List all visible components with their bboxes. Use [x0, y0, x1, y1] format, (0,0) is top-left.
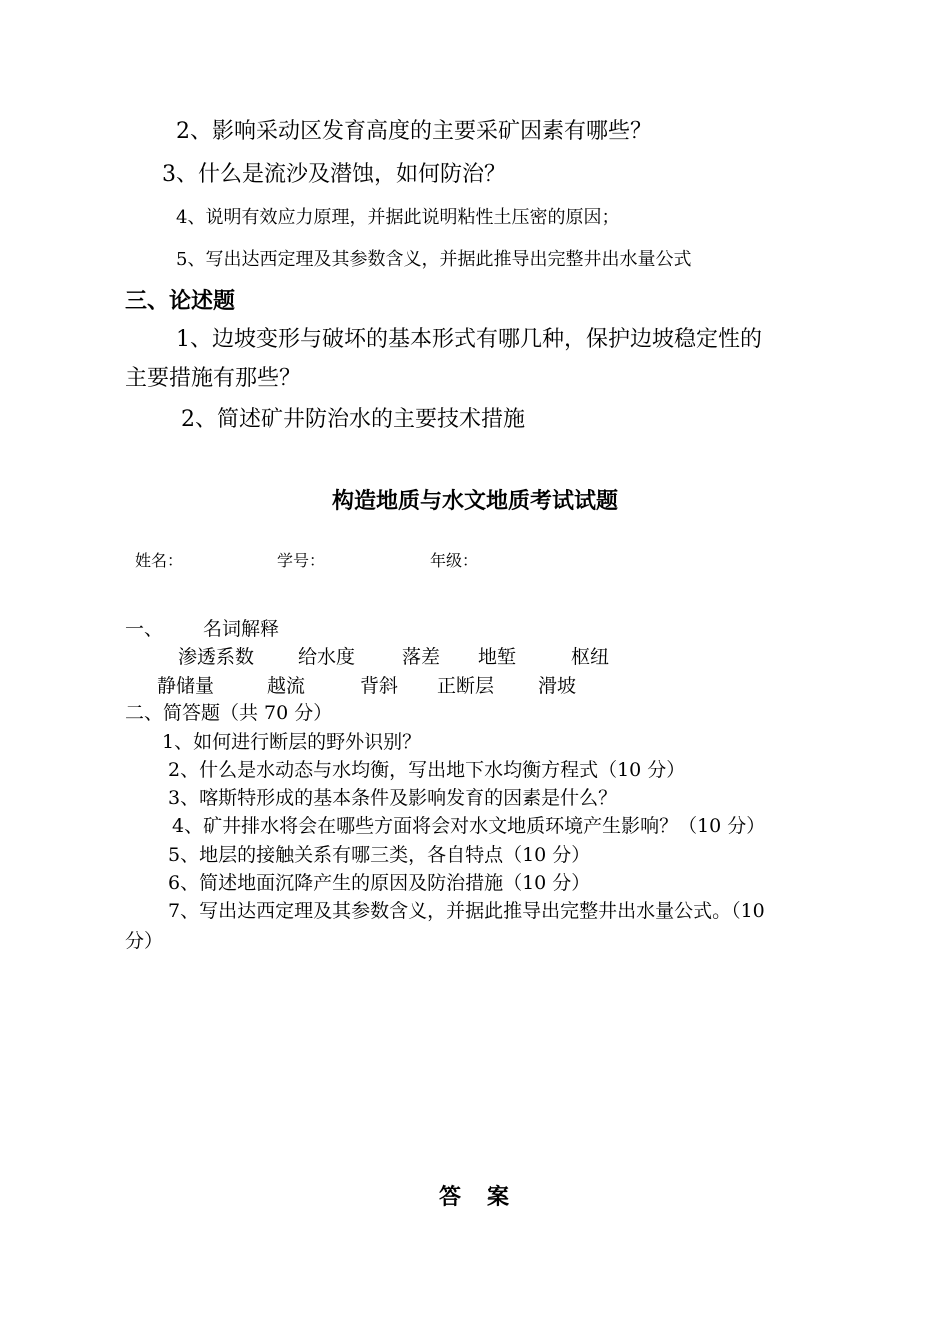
- short-question-1: 1、如何进行断层的野外识别？: [162, 731, 422, 753]
- question-3: 3、什么是流沙及潜蚀，如何防治？: [162, 162, 506, 187]
- exam-title: 构造地质与水文地质考试试题: [331, 489, 618, 514]
- term: 地堑: [478, 646, 517, 668]
- section-1-number: 一、: [125, 618, 164, 640]
- term: 背斜: [360, 675, 399, 697]
- short-question-6: 6、简述地面沉降产生的原因及防治措施（10 分）: [168, 872, 591, 894]
- student-id-label: 学号：: [277, 551, 326, 570]
- section-1-title: 名词解释: [203, 618, 280, 640]
- question-4: 4、说明有效应力原理，并据此说明粘性土压密的原因；: [176, 207, 620, 228]
- term: 正断层: [437, 675, 495, 697]
- answer-title: 答 案: [438, 1185, 511, 1210]
- term: 渗透系数: [178, 646, 255, 668]
- term: 滑坡: [538, 675, 577, 697]
- section-3-heading: 三、论述题: [125, 289, 236, 314]
- term: 落差: [402, 646, 441, 668]
- question-2: 2、影响采动区发育高度的主要采矿因素有哪些？: [176, 119, 652, 144]
- essay-question-2: 2、简述矿井防治水的主要技术措施: [181, 407, 525, 432]
- essay-question-1: 1、边坡变形与破坏的基本形式有哪几种，保护边坡稳定性的: [176, 327, 762, 352]
- short-question-3: 3、喀斯特形成的基本条件及影响发育的因素是什么？: [168, 787, 618, 809]
- term: 静储量: [157, 675, 215, 697]
- short-question-7: 7、写出达西定理及其参数含义，并据此推导出完整井出水量公式。（10: [168, 900, 765, 922]
- term: 给水度: [298, 646, 356, 668]
- short-question-5: 5、地层的接触关系有哪三类，各自特点（10 分）: [168, 844, 591, 866]
- short-question-7-continued: 分）: [125, 930, 164, 952]
- essay-question-1-continued: 主要措施有那些？: [125, 366, 302, 391]
- term: 枢纽: [571, 646, 610, 668]
- short-question-2: 2、什么是水动态与水均衡，写出地下水均衡方程式（10 分）: [168, 759, 686, 781]
- name-label: 姓名：: [135, 551, 184, 570]
- question-5: 5、写出达西定理及其参数含义，并据此推导出完整井出水量公式: [176, 249, 692, 270]
- short-question-4: 4、矿井排水将会在哪些方面将会对水文地质环境产生影响？（10 分）: [172, 815, 766, 837]
- grade-label: 年级：: [430, 551, 479, 570]
- term: 越流: [267, 675, 306, 697]
- section-2-heading: 二、简答题（共 70 分）: [125, 702, 333, 724]
